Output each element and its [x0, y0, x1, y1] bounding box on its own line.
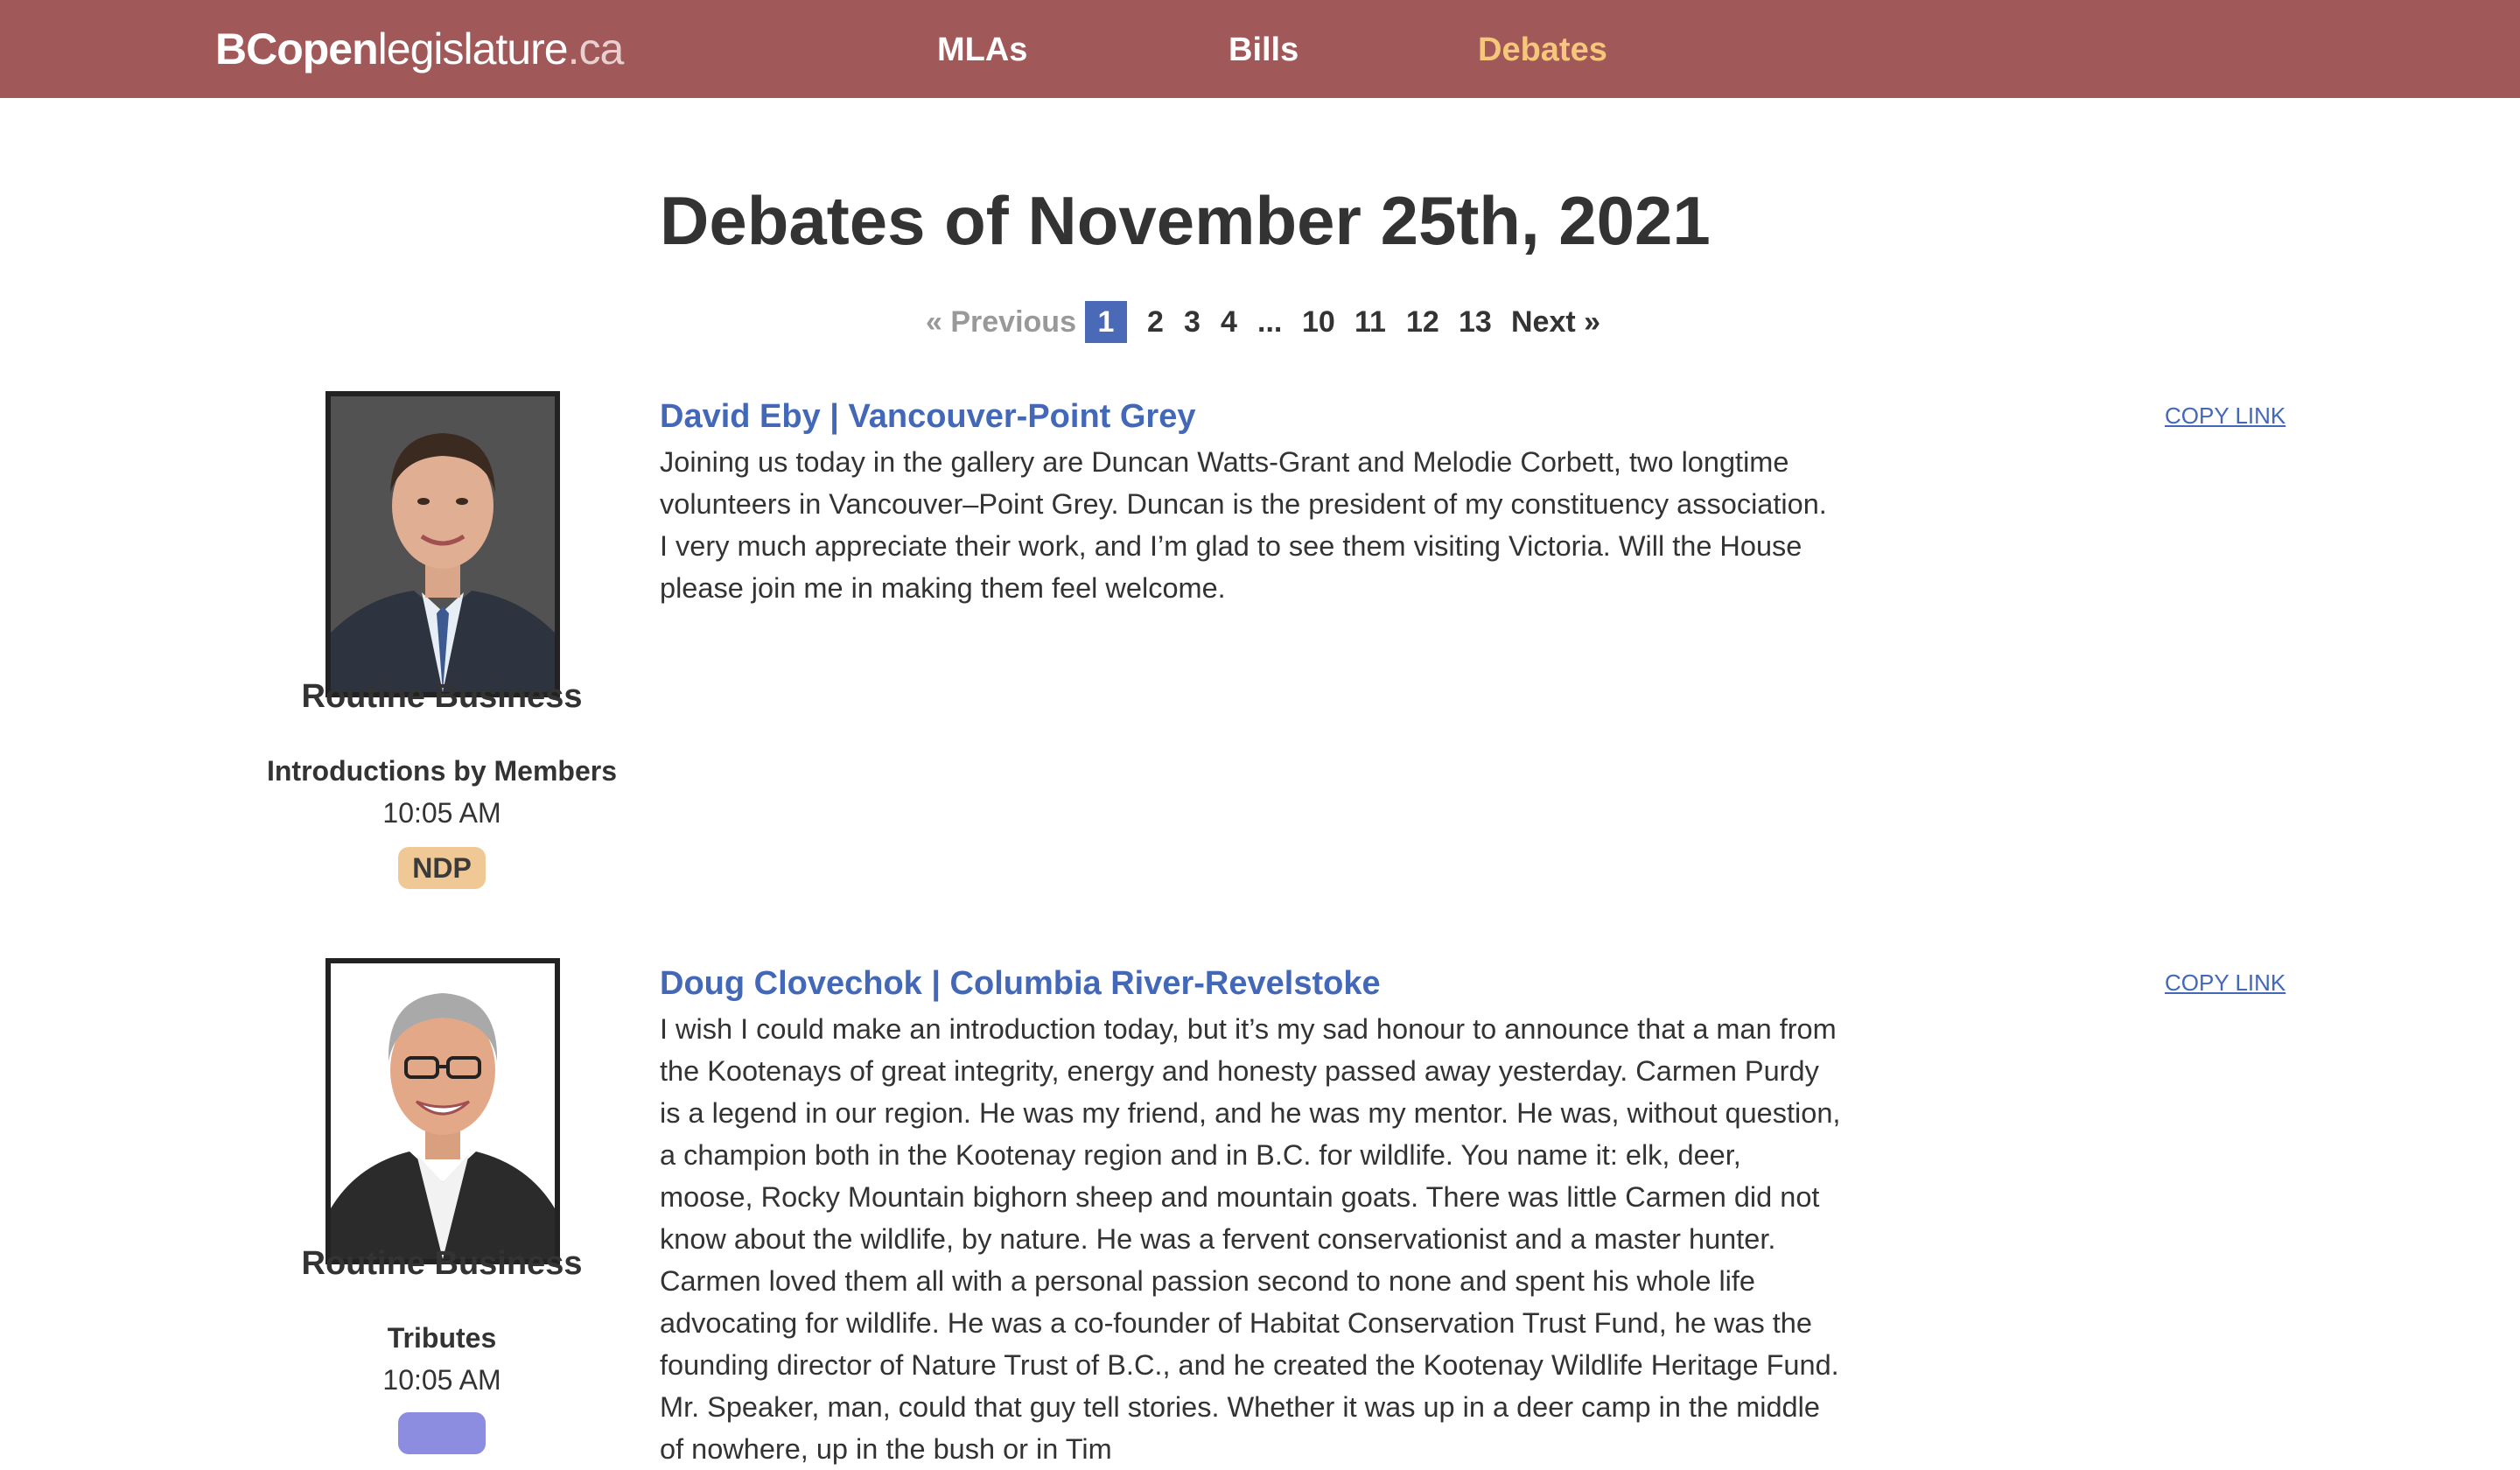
speaker-photo[interactable] [326, 958, 560, 1264]
speech-time: 10:05 AM [382, 1364, 501, 1396]
brand-part-domain: .ca [567, 24, 624, 74]
topic-subcategory: Introductions by Members [266, 755, 618, 787]
pagination-page-10[interactable]: 10 [1302, 305, 1335, 339]
site-logo-link[interactable] [215, 23, 623, 75]
speaker-link[interactable]: Doug Clovechok | Columbia River-Revelstoke [660, 965, 1381, 1002]
speech-text: I wish I could make an introduction today, but it’s my sad honour to announce that a man from the Kootenays of great integrity, energy and honesty passed away yesterday. Carmen Purdy is a legend in our region. He was my friend, and he was my mentor. He was, without question, a champion both in the Kootenay region and in B.C. for wildlife. You name it: elk, deer, moose, Rocky Mountain bighorn sheep and mountain goats. There was little Carmen did not know about the wildlife, by nature. He was a fervent conservationist and a master hunter. Carmen loved them all with a personal passion second to none and spent his whole life advocating for wildlife. He was a co-founder of Habitat Conservation Trust Fund, he was the founding director of Nature Trust of B.C., and he created the Kootenay Wildlife Heritage Fund. Mr. Speaker, man, could that guy tell stories. Whether it was up in a deer camp in the middle of nowhere, up in the bush or in Tim [660, 1013, 1841, 1465]
pagination-page-11[interactable]: 11 [1354, 305, 1386, 339]
nav-link-mlas[interactable]: MLAs [937, 32, 1028, 68]
topic-category: Routine Business [301, 1245, 583, 1282]
speaker-link[interactable]: David Eby | Vancouver-Point Grey [660, 398, 1196, 435]
pagination-page-3[interactable]: 3 [1184, 305, 1200, 339]
pagination [0, 301, 2520, 343]
nav-link-debates[interactable]: Debates [1478, 32, 1607, 68]
speaker-photo[interactable] [326, 391, 560, 697]
pagination-page-2[interactable]: 2 [1147, 305, 1164, 339]
pagination-ellipsis: ... [1257, 305, 1283, 339]
pagination-page-13[interactable]: 13 [1459, 305, 1492, 339]
topic-category: Routine Business [301, 678, 583, 715]
copy-link-button[interactable]: COPY LINK [2165, 970, 2286, 996]
nav-link-bills[interactable]: Bills [1228, 32, 1299, 68]
top-navbar [0, 0, 2520, 98]
brand-part-bc: BC [215, 24, 277, 74]
party-badge [398, 1412, 486, 1454]
copy-link-button[interactable]: COPY LINK [2165, 402, 2286, 429]
brand-part-legislature: legislature [377, 24, 568, 74]
pagination-next[interactable]: Next » [1511, 305, 1601, 339]
pagination-page-4[interactable]: 4 [1221, 305, 1237, 339]
party-badge: NDP [398, 847, 486, 889]
speech-text: Joining us today in the gallery are Duncan Watts-Grant and Melodie Corbett, two longtime volunteers in Vancouver–Point Grey. Duncan is the president of my constituency association. I very much appreciate their work, and I’m glad to see them visiting Victoria. Will the House please join me in making them feel welcome. [660, 446, 1827, 604]
pagination-previous: « Previous [926, 305, 1076, 339]
speech-time: 10:05 AM [382, 797, 501, 829]
topic-subcategory: Tributes [387, 1322, 497, 1354]
speaker-portrait-image [331, 963, 555, 1259]
page-title: Debates of November 25th, 2021 [660, 182, 1711, 259]
brand-part-open: open [276, 24, 378, 74]
speaker-portrait-image [331, 396, 555, 692]
pagination-page-1[interactable]: 1 [1085, 301, 1127, 343]
pagination-page-12[interactable]: 12 [1406, 305, 1439, 339]
